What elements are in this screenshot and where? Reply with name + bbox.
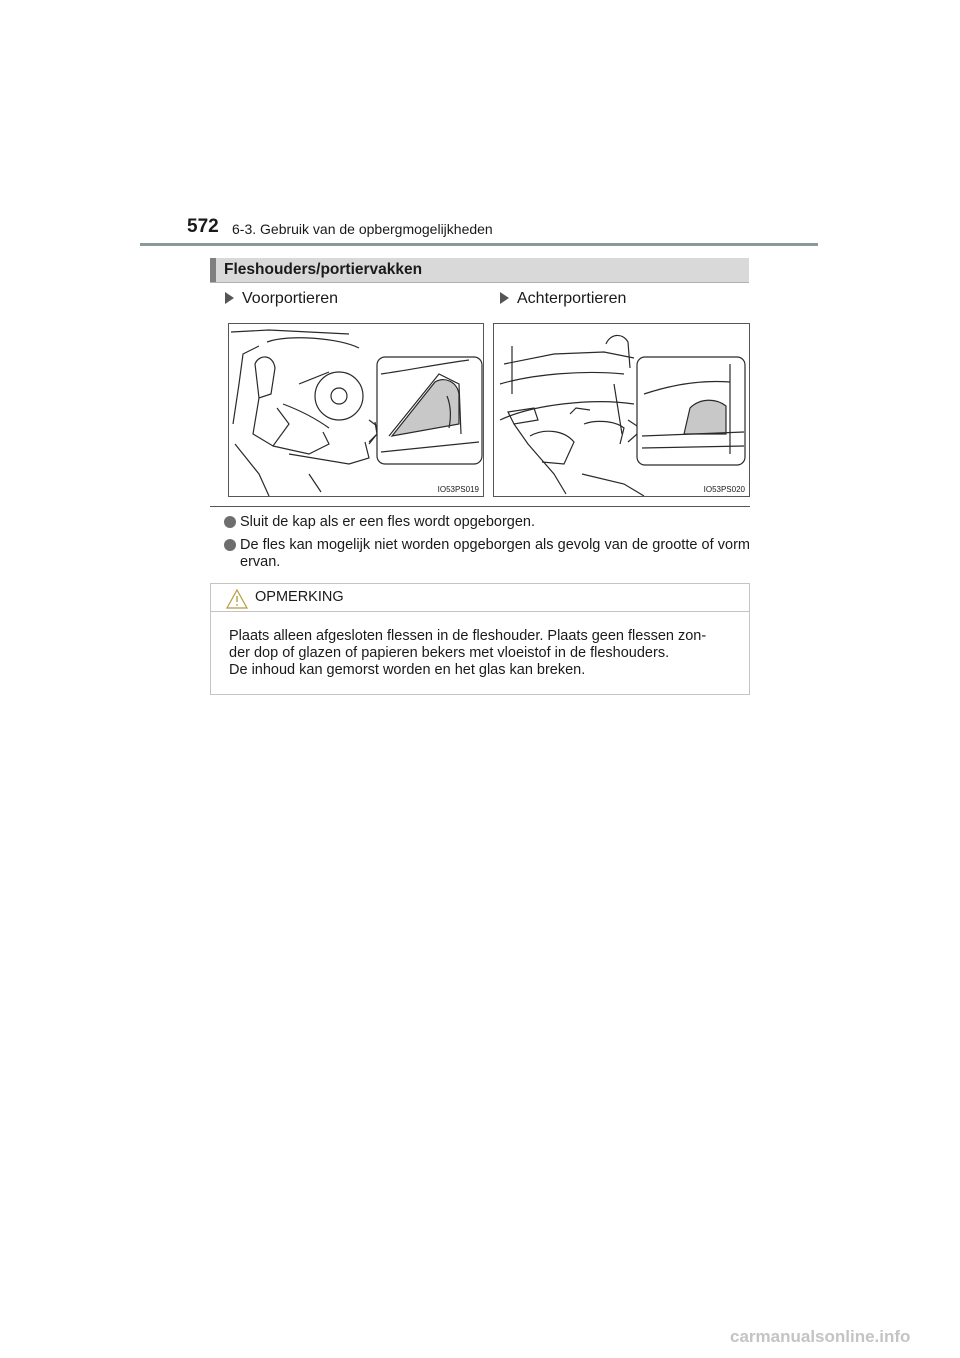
bullet-text: Sluit de kap als er een fles wordt opgeborgen. bbox=[240, 514, 536, 530]
section-bar-accent bbox=[210, 258, 216, 282]
figure-divider bbox=[210, 506, 750, 507]
rear-door-bottle-holder-illustration bbox=[493, 323, 750, 497]
figure-code: IO53PS019 bbox=[437, 485, 479, 494]
notice-line: De inhoud kan gemorst worden en het glas kan breken. bbox=[229, 662, 586, 678]
subheading-rear-doors bbox=[500, 290, 626, 308]
subheading-front-doors bbox=[225, 290, 338, 308]
header-divider bbox=[140, 243, 818, 246]
rear-interior-drawing bbox=[494, 324, 750, 497]
notice-box bbox=[210, 583, 750, 695]
footer-watermark: carmanualsonline.info bbox=[730, 1327, 911, 1346]
bullet-dot-icon bbox=[224, 516, 236, 528]
notice-title: OPMERKING bbox=[255, 589, 344, 605]
warning-triangle-icon bbox=[225, 588, 249, 610]
notice-line: der dop of glazen of papieren bekers met vloeistof in de fleshouders. bbox=[229, 645, 670, 661]
notice-body bbox=[229, 628, 743, 679]
triangle-marker-icon bbox=[500, 292, 509, 304]
figure-code: IO53PS020 bbox=[703, 485, 745, 494]
bullet-dot-icon bbox=[224, 539, 236, 551]
front-interior-drawing bbox=[229, 324, 484, 497]
notice-divider bbox=[211, 611, 749, 612]
subheading-label: Voorportieren bbox=[242, 290, 339, 307]
subheading-label: Achterportieren bbox=[517, 290, 627, 307]
triangle-marker-icon bbox=[225, 292, 234, 304]
front-door-bottle-holder-illustration bbox=[228, 323, 484, 497]
section-title-bar bbox=[210, 258, 749, 283]
notice-line: Plaats alleen afgesloten flessen in de fleshouder. Plaats geen flessen zon- bbox=[229, 628, 707, 644]
page-number: 572 bbox=[187, 216, 219, 237]
chapter-heading: 6-3. Gebruik van de opbergmogelijkheden bbox=[232, 221, 493, 237]
bullet-text: De fles kan mogelijk niet worden opgeborgen als gevolg van de grootte of vorm ervan. bbox=[240, 537, 750, 570]
section-title: Fleshouders/portiervakken bbox=[224, 261, 423, 278]
